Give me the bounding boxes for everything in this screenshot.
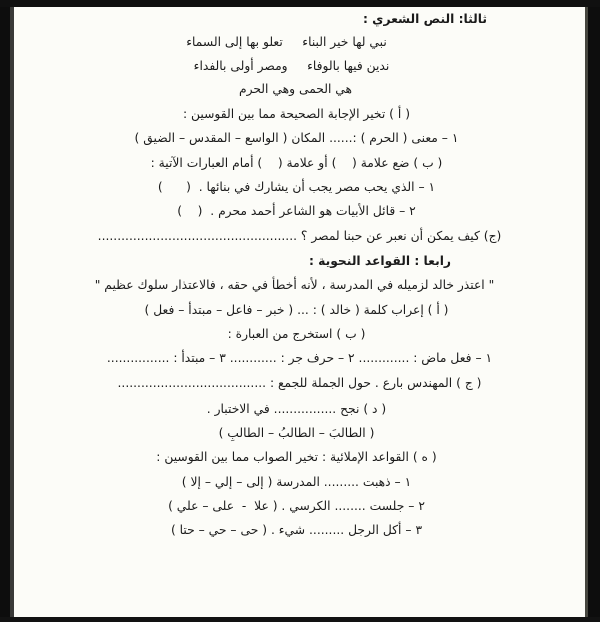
- q-b: ( ب ) ضع علامة ( ) أو علامة ( ) أمام العبارات الآتية :: [150, 155, 443, 170]
- q-a-1: ١ – معنى ( الحرم ) :...... المكان ( الواسع – المقدس – الضيق ): [134, 131, 459, 146]
- scan-edge-right: [588, 0, 600, 622]
- scan-edge-left: [0, 0, 10, 622]
- q-c: (ج) كيف يمكن أن نعبر عن حبنا لمصر ؟ ...................................................: [97, 228, 502, 243]
- scan-edge-bottom: [0, 617, 600, 622]
- q-b-2: ٢ – قائل الأبيات هو الشاعر أحمد محرم . ( ): [177, 204, 416, 219]
- g-b-1: ١ – فعل ماض : ............. ٢ – حرف جر : ............ ٣ – مبتدأ : ................: [106, 351, 493, 366]
- scan-edge-right-inner: [585, 0, 588, 622]
- heading-third-section: ثالثا: النص الشعري :: [362, 12, 487, 26]
- g-h-3: ٣ – أكل الرجل ......... شيء . ( حى – حي – حتا ): [170, 523, 423, 538]
- document-body: [14, 7, 585, 537]
- g-a: ( أ ) إعراب كلمة ( خالد ) : ... ( خبر – فاعل – مبتدأ – فعل ): [144, 302, 449, 317]
- paper-sheet: [14, 7, 585, 617]
- g-h: ( ه ) القواعد الإملائية : تخير الصواب مما بين القوسين :: [156, 450, 437, 465]
- g-h-1: ١ – ذهبت ......... المدرسة ( إلى – إلي – إلا ): [181, 474, 412, 489]
- scan-edge-top: [0, 0, 600, 7]
- g-h-2: ٢ – جلست ........ الكرسي . ( علا - على – علي ): [168, 498, 425, 513]
- q-b-1: ١ – الذي يحب مصر يجب أن يشارك في بنائها . ( ): [157, 180, 436, 195]
- g-d: ( د ) نجح ................ في الاختبار .: [206, 401, 387, 416]
- g-c: ( ج ) المهندس بارع . حول الجملة للجمع : ......................................: [117, 376, 482, 391]
- grammar-quote: " اعتذر خالد لزميله في المدرسة ، لأنه أخطأ في حقه ، فالاعتذار سلوك عظيم ": [94, 278, 495, 293]
- verse-1: نبي لها خير البناء تعلو بها إلى السماء: [186, 35, 387, 50]
- heading-fourth-section: رابعا : القواعد النحوية :: [308, 253, 451, 268]
- q-a: ( أ ) تخير الإجابة الصحيحة مما بين القوسين :: [182, 107, 411, 122]
- g-d-options: ( الطالبَ – الطالبُ – الطالبِ ): [218, 426, 375, 441]
- verse-3: هي الحمى وهي الحرم: [238, 81, 353, 96]
- verse-2: ندين فيها بالوفاء ومصر أولى بالفداء: [193, 58, 390, 73]
- g-b: ( ب ) استخرج من العبارة :: [227, 326, 366, 341]
